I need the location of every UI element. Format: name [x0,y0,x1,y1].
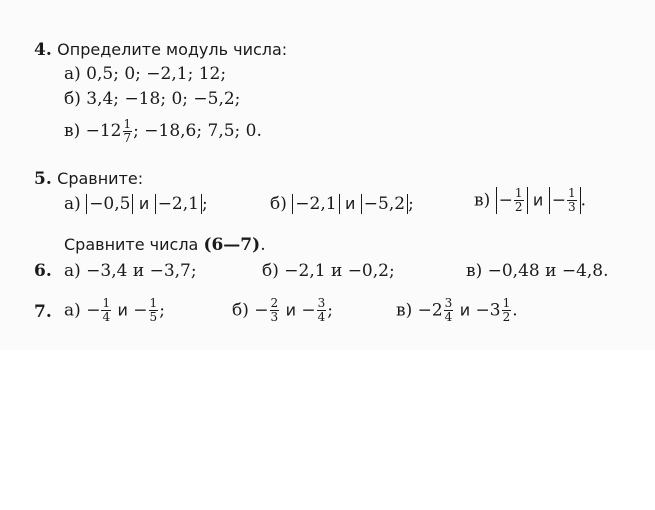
punct: ; [159,300,165,321]
fraction-denominator: 7 [123,131,132,145]
fraction-denominator: 2 [514,200,523,214]
minus-sign: − [498,190,513,211]
task-5-title: Сравните: [57,169,144,188]
and-word: и [117,300,128,320]
task-7-b [232,297,333,324]
fraction-denominator: 4 [444,310,453,324]
and-word: и [344,194,356,213]
task-5-number: 5. [34,169,52,189]
minus-sign: − [254,300,269,321]
task-4-b: б) 3,4; −18; 0; −5,2; [64,89,241,109]
task-7-a-label: а) [64,300,81,321]
fraction-numerator: 1 [102,296,111,310]
task-5-title-line [34,169,143,189]
punct: . [580,190,587,211]
task-4-c-label: в) [64,121,81,141]
fraction-numerator: 1 [149,296,158,310]
fraction [444,297,454,324]
abs-value-2: −5,2 [361,194,408,214]
whole-part: −3 [475,300,501,321]
fraction [101,297,111,324]
abs-fraction-1 [496,187,528,214]
fraction-numerator: 3 [444,296,453,310]
punct: ; [408,194,414,214]
task-6-number: 6. [34,261,52,281]
fraction [149,297,159,324]
task-7-b-label: б) [232,300,249,321]
fraction [317,297,327,324]
task-6-a: а) −3,4 и −3,7; [64,261,197,281]
and-word: и [459,300,471,320]
task-7-c-label: в) [396,300,413,321]
task-6-c: в) −0,48 и −4,8. [466,261,609,281]
fraction-denominator: 4 [317,310,326,324]
abs-value-2: −2,1 [155,194,202,214]
task-5-c-label: в) [474,190,491,211]
and-word: и [532,190,544,210]
task-4-c-whole: −12 [85,121,122,141]
fraction [514,187,524,214]
fraction-denominator: 2 [502,310,511,324]
fraction-numerator: 2 [270,296,279,310]
fraction-denominator: 3 [567,200,576,214]
task-4-a: а) 0,5; 0; −2,1; 12; [64,64,227,84]
and-word: и [138,194,150,213]
fraction-numerator: 1 [514,186,523,200]
fraction [502,297,512,324]
fraction-numerator: 3 [317,296,326,310]
task-4-number: 4. [34,40,52,60]
fraction-denominator: 4 [102,310,111,324]
fraction-numerator: 1 [123,117,132,131]
minus-sign: − [133,300,148,321]
fraction-denominator: 3 [270,310,279,324]
minus-sign: − [551,190,566,211]
task-5-b-label: б) [270,194,287,214]
abs-value-1: −2,1 [292,194,339,214]
minus-sign: − [86,300,101,321]
fraction-numerator: 1 [502,296,511,310]
abs-fraction-2 [549,187,581,214]
fraction-denominator: 5 [149,310,158,324]
task-5-b [270,194,414,214]
punct: . [260,235,266,255]
fraction [270,297,280,324]
task-5-a [64,194,208,214]
abs-value-1: −0,5 [86,194,133,214]
task-4-c [64,118,262,145]
punct: ; [327,300,334,321]
fraction [567,187,577,214]
minus-sign: − [301,300,316,321]
task-5-c [474,187,586,214]
compare-header-range: (6—7) [203,235,261,255]
fraction-numerator: 1 [567,186,576,200]
task-4-title-line [34,40,287,60]
task-7-number: 7. [34,302,52,322]
task-7-line [34,302,52,322]
task-6-b: б) −2,1 и −0,2; [262,261,395,281]
punct: . [512,300,518,321]
punct: ; [201,194,208,214]
task-4-c-fraction [123,118,133,145]
task-5-a-label: а) [64,194,81,214]
compare-header [64,235,266,255]
compare-header-text: Сравните числа [64,235,204,254]
and-word: и [285,300,296,320]
task-6-line [34,261,52,281]
task-4-c-rest: ; −18,6; 7,5; 0. [133,121,262,141]
task-7-a [64,297,165,324]
task-4-title: Определите модуль числа: [57,40,288,59]
task-7-c [396,297,518,324]
whole-part: −2 [417,300,443,321]
